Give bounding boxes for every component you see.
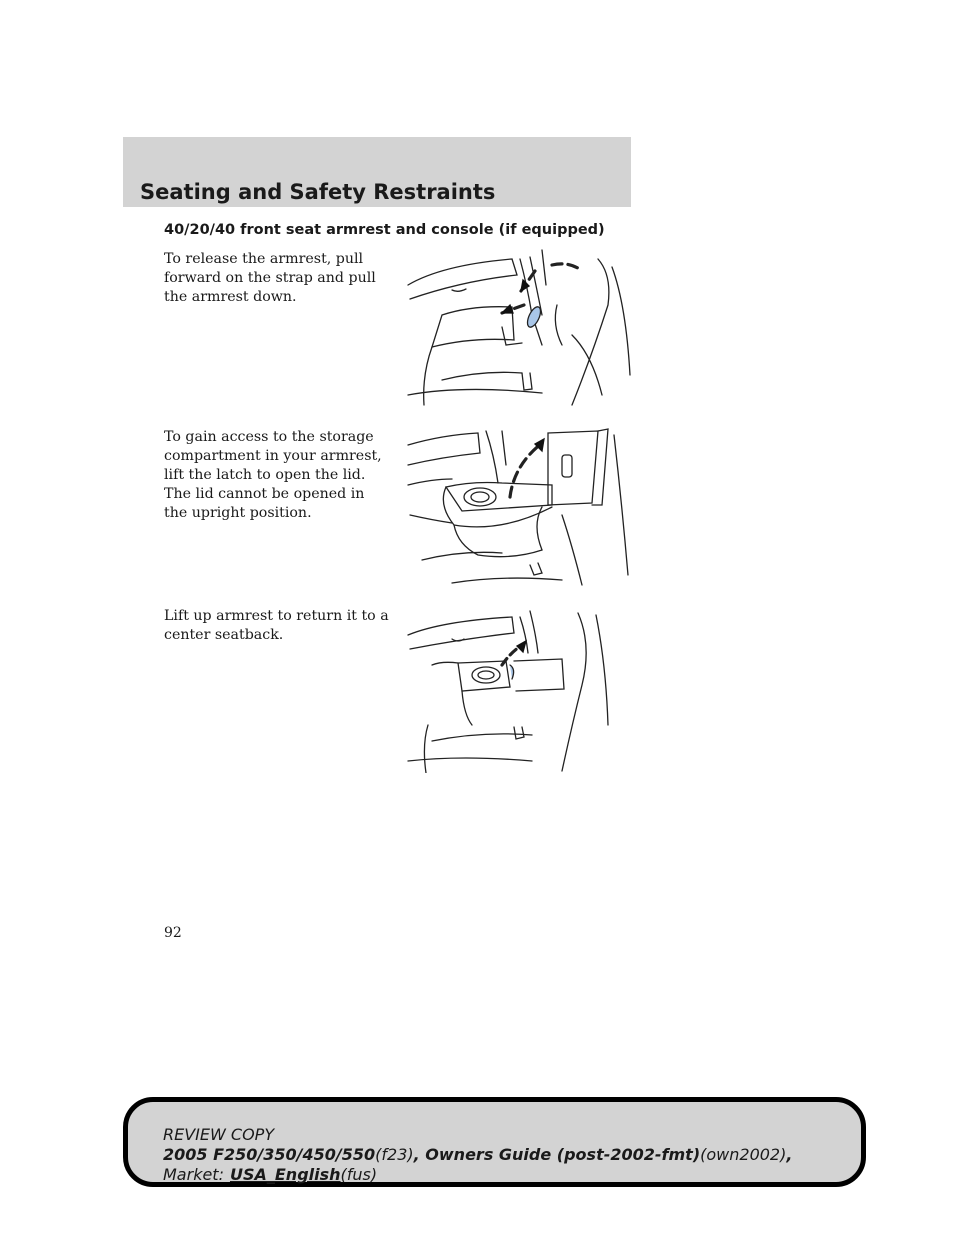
paragraph-release-armrest: To release the armrest, pull forward on the strap and pull the armrest down.: [164, 251, 376, 305]
footer-guide-code: (own2002): [700, 1145, 787, 1164]
paragraph-storage-compartment: To gain access to the storage compartment in your armrest, lift the latch to open the lid. The lid cannot be opened in the upright position.: [164, 429, 382, 521]
footer-market: USA_English: [229, 1165, 341, 1184]
footer-market-label: Market:: [163, 1165, 224, 1184]
illustration-armrest-release: [402, 245, 634, 410]
footer-market-code: (fus): [340, 1165, 378, 1184]
section-title: Seating and Safety Restraints: [140, 180, 496, 204]
footer-model-line: [163, 1145, 792, 1164]
footer-separator: ,: [413, 1145, 426, 1164]
subsection-heading: 40/20/40 front seat armrest and console (if equipped): [164, 222, 605, 238]
page-number: 92: [164, 925, 182, 941]
footer-model-code: (f23): [375, 1145, 414, 1164]
footer-market-line: [163, 1165, 377, 1184]
footer-model: 2005 F250/350/450/550: [163, 1145, 376, 1164]
paragraph-return-armrest: Lift up armrest to return it to a center seatback.: [164, 608, 389, 643]
illustration-storage-lid-open: [402, 425, 638, 590]
illustration-armrest-return: [402, 605, 638, 773]
footer-separator-2: ,: [786, 1145, 793, 1164]
footer-guide: Owners Guide (post-2002-fmt): [425, 1145, 701, 1164]
footer-review-copy: REVIEW COPY: [163, 1125, 275, 1144]
